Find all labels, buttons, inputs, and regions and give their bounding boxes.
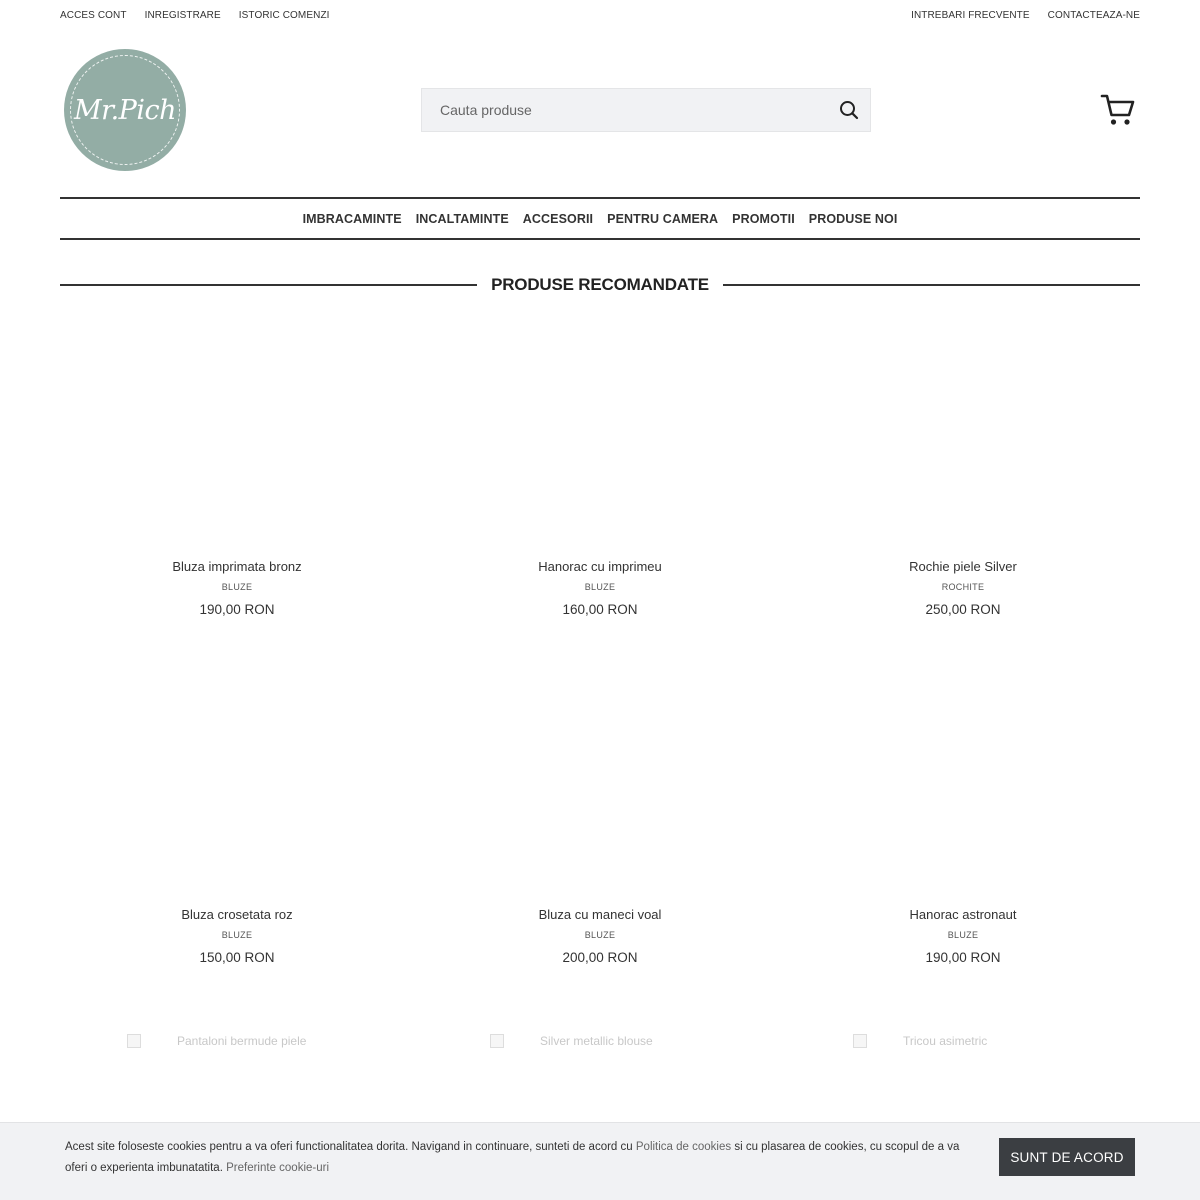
cookie-text-part-2: si cu plasarea de cookies, cu scopul de a va oferi o experienta imbunatatita. — [65, 1141, 960, 1174]
heading-divider-left — [60, 284, 477, 286]
product-name[interactable]: Rochie piele Silver — [909, 559, 1017, 574]
cookie-text-part-1: Acest site foloseste cookies pentru a va oferi functionalitatea dorita. Navigand in continuare, sunteti de acord cu — [65, 1141, 636, 1153]
product-image[interactable] — [60, 668, 414, 904]
product-category: BLUZE — [584, 930, 616, 940]
logo-text: Mr.Pich — [74, 94, 176, 126]
image-alt-text: Tricou asimetric — [903, 1034, 988, 1048]
product-category: BLUZE — [221, 930, 253, 940]
broken-image-icon — [853, 1034, 867, 1048]
product-name[interactable]: Bluza imprimata bronz — [172, 559, 302, 574]
main-nav — [60, 197, 1140, 240]
product-price: 150,00 RON — [199, 950, 275, 965]
cookie-preferences-link[interactable]: Preferinte cookie-uri — [226, 1162, 330, 1174]
product-price: 250,00 RON — [925, 602, 1001, 617]
search-button[interactable] — [828, 89, 870, 131]
product-card[interactable] — [423, 320, 777, 617]
nav-item-clothing[interactable]: IMBRACAMINTE — [302, 211, 402, 226]
product-name[interactable]: Hanorac astronaut — [909, 907, 1017, 922]
image-alt-text: Silver metallic blouse — [540, 1034, 653, 1048]
section-heading — [60, 272, 1140, 298]
product-name[interactable]: Bluza crosetata roz — [181, 907, 293, 922]
product-image[interactable] — [786, 668, 1140, 904]
product-image-placeholder[interactable] — [127, 1034, 306, 1048]
nav-item-new-products[interactable]: PRODUSE NOI — [808, 211, 898, 226]
contact-link[interactable]: CONTACTEAZA-NE — [1047, 9, 1140, 21]
product-image[interactable] — [423, 668, 777, 904]
product-category: ROCHITE — [941, 582, 985, 592]
section-title: PRODUSE RECOMANDATE — [491, 275, 709, 294]
register-link[interactable]: INREGISTRARE — [144, 9, 221, 21]
product-image-placeholder[interactable] — [490, 1034, 653, 1048]
account-login-link[interactable]: ACCES CONT — [60, 9, 127, 21]
faq-link[interactable]: INTREBARI FRECVENTE — [911, 9, 1030, 21]
help-links — [911, 10, 1140, 21]
product-card[interactable] — [786, 320, 1140, 617]
cart-button[interactable] — [1100, 93, 1136, 127]
product-category: BLUZE — [584, 582, 616, 592]
cookie-policy-link[interactable]: Politica de cookies — [635, 1141, 732, 1153]
order-history-link[interactable]: ISTORIC COMENZI — [238, 9, 330, 21]
product-name[interactable]: Bluza cu maneci voal — [538, 907, 662, 922]
product-price: 200,00 RON — [562, 950, 638, 965]
product-card[interactable] — [423, 668, 777, 965]
product-card[interactable] — [60, 668, 414, 965]
site-logo[interactable] — [64, 49, 186, 171]
image-alt-text: Pantaloni bermude piele — [177, 1034, 307, 1048]
cookie-banner — [0, 1122, 1200, 1200]
cookie-message — [65, 1137, 975, 1179]
product-price: 160,00 RON — [562, 602, 638, 617]
nav-item-accessories[interactable]: ACCESORII — [522, 211, 594, 226]
product-price: 190,00 RON — [925, 950, 1001, 965]
search-icon — [839, 100, 859, 120]
product-category: BLUZE — [221, 582, 253, 592]
account-links — [60, 10, 330, 21]
heading-divider-right — [723, 284, 1140, 286]
product-image[interactable] — [60, 320, 414, 556]
cart-icon — [1100, 93, 1136, 127]
product-category: BLUZE — [947, 930, 979, 940]
product-card[interactable] — [60, 320, 414, 617]
top-bar — [60, 0, 1140, 30]
broken-image-icon — [127, 1034, 141, 1048]
product-name[interactable]: Hanorac cu imprimeu — [538, 559, 662, 574]
broken-image-icon — [490, 1034, 504, 1048]
product-image[interactable] — [786, 320, 1140, 556]
product-image-placeholder[interactable] — [853, 1034, 987, 1048]
search-input[interactable] — [422, 89, 828, 131]
nav-item-shoes[interactable]: INCALTAMINTE — [415, 211, 509, 226]
nav-item-promotions[interactable]: PROMOTII — [732, 211, 795, 226]
product-card[interactable] — [786, 668, 1140, 965]
search-bar — [421, 88, 871, 132]
nav-item-room[interactable]: PENTRU CAMERA — [607, 211, 719, 226]
product-price: 190,00 RON — [199, 602, 275, 617]
accept-cookies-button[interactable]: SUNT DE ACORD — [999, 1138, 1135, 1176]
product-image[interactable] — [423, 320, 777, 556]
